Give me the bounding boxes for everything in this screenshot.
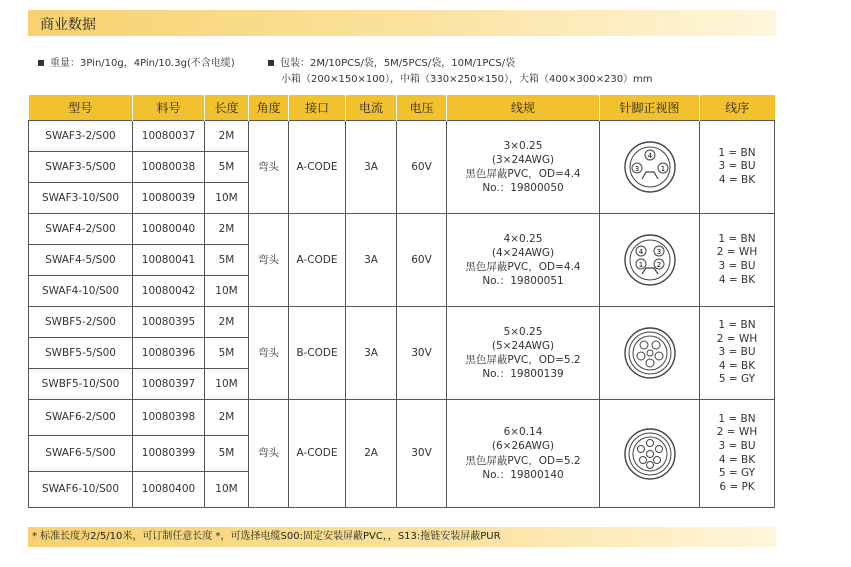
wire-cell xyxy=(447,307,600,400)
header-pinout: 线序 xyxy=(700,95,775,121)
pinout-line: 4 = BK xyxy=(718,359,756,372)
pinout-line: 4 = BK xyxy=(718,453,756,466)
voltage-cell: 60V xyxy=(397,214,447,307)
svg-text:4: 4 xyxy=(647,152,652,160)
pinout-line: 1 = BN xyxy=(718,412,756,425)
part-cell: 10080042 xyxy=(133,276,205,307)
wire-number: No.：19800050 xyxy=(482,182,564,195)
part-cell: 10080040 xyxy=(133,214,205,245)
part-cell: 10080038 xyxy=(133,152,205,183)
bullet-icon xyxy=(38,60,44,66)
length-cell: 2M xyxy=(205,214,249,245)
section-title: 商业数据 xyxy=(40,17,96,33)
length-cell: 10M xyxy=(205,183,249,214)
header-part-number: 料号 xyxy=(133,95,205,121)
wire-awg: (5×24AWG) xyxy=(491,339,555,352)
wire-awg: (6×26AWG) xyxy=(491,440,555,453)
pin-view-cell xyxy=(600,121,700,214)
wire-awg: (3×24AWG) xyxy=(491,153,555,166)
box-text: 小箱（200×150×100），中箱（330×250×150），大箱（400×300×230）mm xyxy=(281,74,653,85)
wire-spec: 6×0.14 xyxy=(503,426,543,439)
table-row xyxy=(29,307,775,338)
header-pin-view: 针脚正视图 xyxy=(600,95,700,121)
svg-text:4: 4 xyxy=(638,248,643,256)
angle-cell: 弯头 xyxy=(249,307,289,400)
packaging-info xyxy=(268,54,515,69)
pinout-line: 3 = BU xyxy=(718,439,756,452)
pin-view-cell xyxy=(600,400,700,508)
pin-view-cell xyxy=(600,307,700,400)
svg-text:3: 3 xyxy=(634,165,639,173)
footnote-text: * 标准长度为2/5/10米，可订制任意长度 *，可选择电缆S00:固定安装屏蔽PVC，，S13:拖链安装屏蔽PUR xyxy=(32,531,501,542)
part-cell: 10080395 xyxy=(133,307,205,338)
model-cell: SWBF5-2/S00 xyxy=(29,307,133,338)
length-cell: 10M xyxy=(205,369,249,400)
wire-cell xyxy=(447,121,600,214)
pinout-line: 1 = BN xyxy=(718,318,756,331)
svg-text:3: 3 xyxy=(656,248,661,256)
weight-text: 重量：3Pin/10g，4Pin/10.3g(不含电缆) xyxy=(50,58,235,69)
pinout-line: 3 = BU xyxy=(718,346,756,359)
length-cell: 2M xyxy=(205,400,249,436)
current-cell: 3A xyxy=(346,121,397,214)
pinout-line: 5 = GY xyxy=(718,373,756,386)
model-cell: SWAF6-5/S00 xyxy=(29,436,133,472)
length-cell: 5M xyxy=(205,152,249,183)
model-cell: SWAF3-5/S00 xyxy=(29,152,133,183)
header-model: 型号 xyxy=(29,95,133,121)
part-cell: 10080039 xyxy=(133,183,205,214)
box-info xyxy=(281,70,653,85)
header-length: 长度 xyxy=(205,95,249,121)
pinout-line: 2 = WH xyxy=(716,332,758,345)
interface-cell: A-CODE xyxy=(289,214,346,307)
pinout-cell xyxy=(700,307,775,400)
interface-cell: A-CODE xyxy=(289,121,346,214)
3-pin-connector-icon xyxy=(622,139,678,195)
part-cell: 10080400 xyxy=(133,472,205,508)
wire-awg: (4×24AWG) xyxy=(491,246,555,259)
pinout-line: 4 = BK xyxy=(718,173,756,186)
part-cell: 10080041 xyxy=(133,245,205,276)
packaging-text: 包装：2M/10PCS/袋，5M/5PCS/袋，10M/1PCS/袋 xyxy=(280,58,516,69)
svg-text:1: 1 xyxy=(660,165,665,173)
interface-cell: A-CODE xyxy=(289,400,346,508)
length-cell: 10M xyxy=(205,276,249,307)
table-row xyxy=(29,121,775,152)
pinout-line: 2 = WH xyxy=(716,426,758,439)
svg-text:2: 2 xyxy=(656,261,661,269)
length-cell: 10M xyxy=(205,472,249,508)
table-header-row xyxy=(29,95,775,121)
part-cell: 10080399 xyxy=(133,436,205,472)
angle-cell: 弯头 xyxy=(249,400,289,508)
4-pin-connector-icon xyxy=(622,232,678,288)
svg-text:1: 1 xyxy=(638,261,643,269)
pinout-line: 3 = BU xyxy=(718,160,756,173)
header-angle: 角度 xyxy=(249,95,289,121)
spec-table xyxy=(28,95,775,508)
voltage-cell: 60V xyxy=(397,121,447,214)
model-cell: SWAF6-2/S00 xyxy=(29,400,133,436)
header-voltage: 电压 xyxy=(397,95,447,121)
model-cell: SWBF5-5/S00 xyxy=(29,338,133,369)
wire-spec: 5×0.25 xyxy=(503,325,543,338)
model-cell: SWAF6-10/S00 xyxy=(29,472,133,508)
wire-cell xyxy=(447,400,600,508)
table-row xyxy=(29,400,775,436)
pinout-cell xyxy=(700,214,775,307)
pinout-line: 3 = BU xyxy=(718,260,756,272)
6-pin-connector-icon xyxy=(622,426,678,482)
length-cell: 2M xyxy=(205,307,249,338)
voltage-cell: 30V xyxy=(397,307,447,400)
5-pin-connector-icon xyxy=(622,325,678,381)
pinout-line: 1 = BN xyxy=(718,146,756,159)
part-cell: 10080037 xyxy=(133,121,205,152)
length-cell: 5M xyxy=(205,338,249,369)
length-cell: 5M xyxy=(205,436,249,472)
model-cell: SWAF3-2/S00 xyxy=(29,121,133,152)
model-cell: SWAF4-10/S00 xyxy=(29,276,133,307)
bullet-icon xyxy=(268,60,274,66)
voltage-cell: 30V xyxy=(397,400,447,508)
angle-cell: 弯头 xyxy=(249,121,289,214)
wire-jacket: 黑色屏蔽PVC，OD=5.2 xyxy=(465,354,581,366)
header-wire-gauge: 线规 xyxy=(447,95,600,121)
part-cell: 10080398 xyxy=(133,400,205,436)
model-cell: SWAF4-5/S00 xyxy=(29,245,133,276)
wire-jacket: 黑色屏蔽PVC，OD=5.2 xyxy=(465,454,581,467)
current-cell: 3A xyxy=(346,214,397,307)
wire-jacket: 黑色屏蔽PVC，OD=4.4 xyxy=(465,261,581,273)
wire-jacket: 黑色屏蔽PVC，OD=4.4 xyxy=(465,168,581,180)
pinout-line: 1 = BN xyxy=(718,232,756,245)
angle-cell: 弯头 xyxy=(249,214,289,307)
section-banner xyxy=(28,10,776,36)
length-cell: 5M xyxy=(205,245,249,276)
model-cell: SWAF3-10/S00 xyxy=(29,183,133,214)
part-cell: 10080396 xyxy=(133,338,205,369)
wire-number: No.：19800140 xyxy=(482,468,564,481)
pinout-line: 5 = GY xyxy=(718,467,756,480)
length-cell: 2M xyxy=(205,121,249,152)
header-interface: 接口 xyxy=(289,95,346,121)
wire-number: No.：19800051 xyxy=(482,275,564,288)
footnote-bar xyxy=(28,527,776,547)
model-cell: SWAF4-2/S00 xyxy=(29,214,133,245)
weight-info xyxy=(38,54,235,69)
pinout-line: 6 = PK xyxy=(719,480,755,493)
wire-spec: 4×0.25 xyxy=(503,232,543,245)
part-cell: 10080397 xyxy=(133,369,205,400)
wire-cell xyxy=(447,214,600,307)
current-cell: 2A xyxy=(346,400,397,508)
current-cell: 3A xyxy=(346,307,397,400)
pinout-line: 4 = BK xyxy=(718,273,756,286)
pinout-line: 2 = WH xyxy=(716,246,758,259)
pinout-cell xyxy=(700,121,775,214)
pinout-cell xyxy=(700,400,775,508)
model-cell: SWBF5-10/S00 xyxy=(29,369,133,400)
header-current: 电流 xyxy=(346,95,397,121)
pin-view-cell xyxy=(600,214,700,307)
wire-spec: 3×0.25 xyxy=(503,139,543,152)
table-row xyxy=(29,214,775,245)
wire-number: No.：19800139 xyxy=(482,368,564,381)
interface-cell: B-CODE xyxy=(289,307,346,400)
